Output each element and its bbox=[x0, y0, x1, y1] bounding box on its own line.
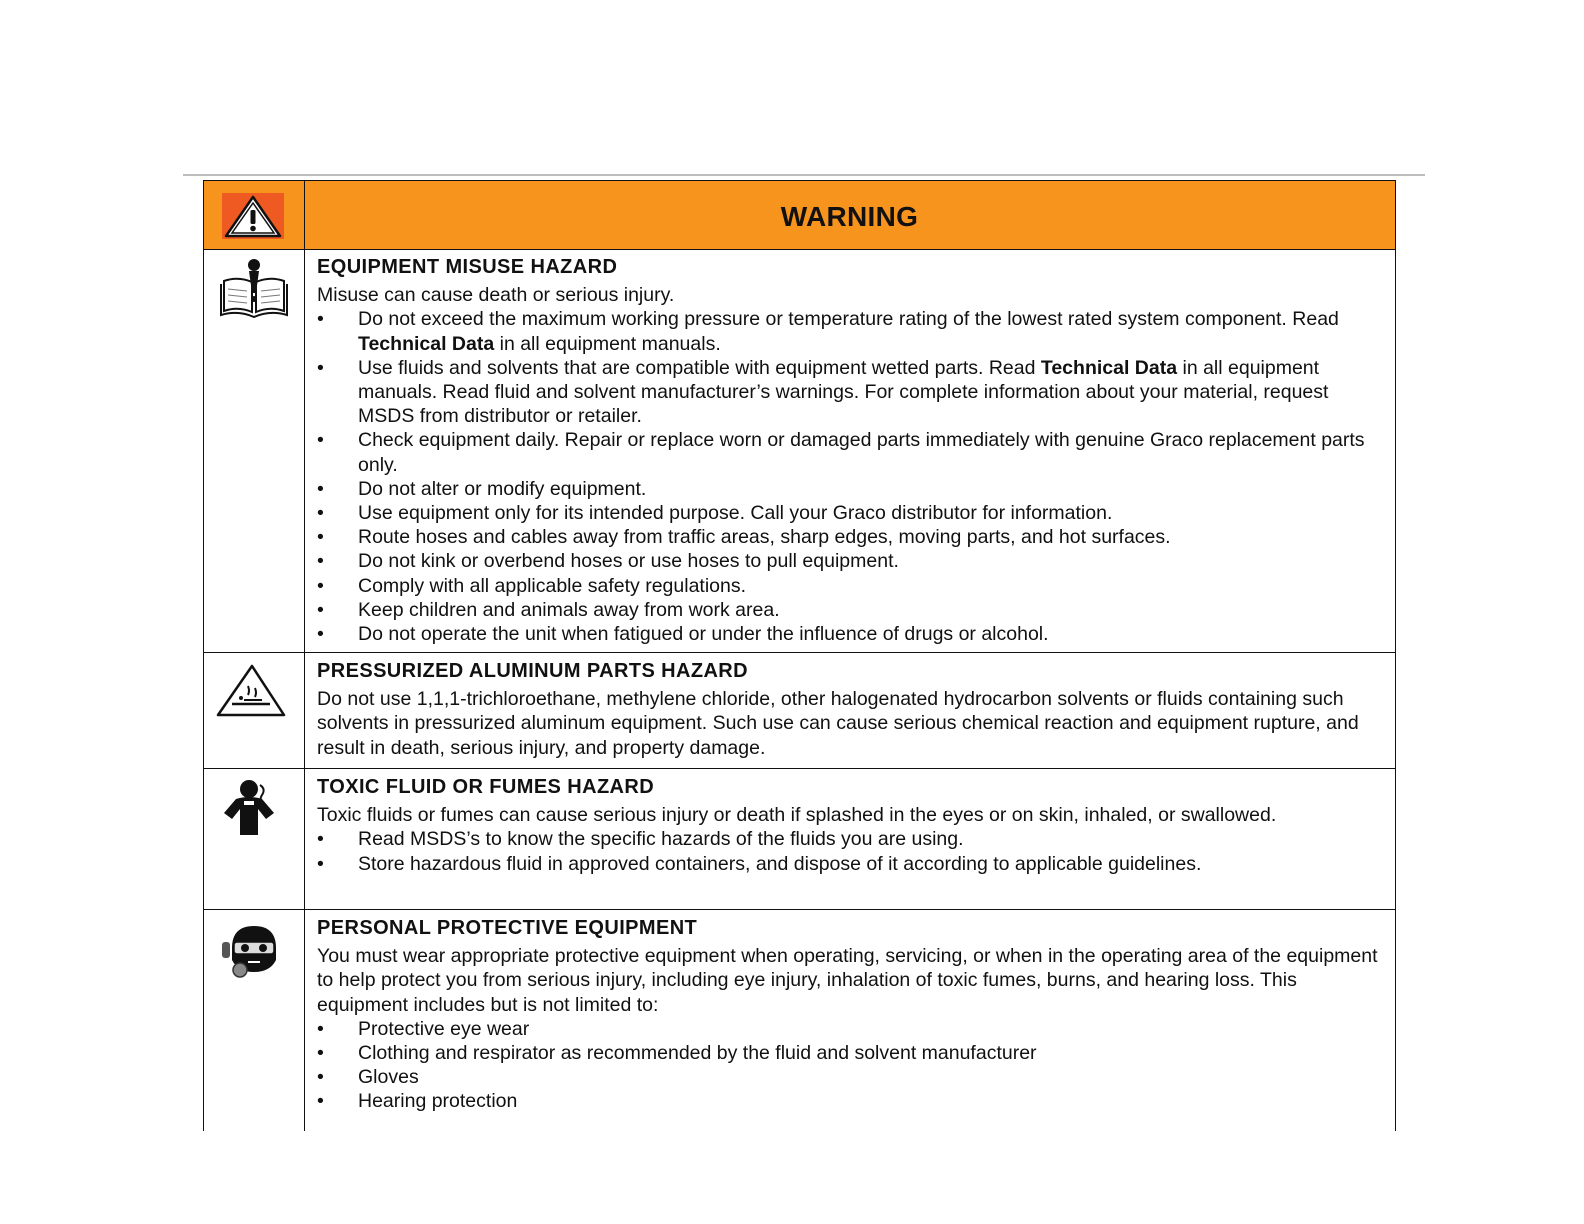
bullet-emphasis: Technical Data bbox=[358, 332, 495, 355]
bullet-text: in all equipment manuals. Read fluid and solvent manufacturer’s warnings. For complete information about your material, request MSDS from distributor or retailer. bbox=[358, 356, 1329, 428]
bullet-text: Hearing protection bbox=[358, 1090, 518, 1113]
bullet-list bbox=[317, 827, 1381, 875]
chemical-reaction-icon bbox=[214, 659, 290, 723]
hazard-body bbox=[317, 775, 1381, 876]
hazard-intro: Do not use 1,1,1-trichloroethane, methylene chloride, other halogenated hydrocarbon solvents or fluids containing such solvents in pressurized aluminum equipment. Such use can cause serious chemical reaction and equipment rupture, and result in death, serious injury, and property damage. bbox=[317, 688, 1359, 759]
bullet-item bbox=[317, 852, 1381, 876]
hazard-title: PRESSURIZED ALUMINUM PARTS HAZARD bbox=[317, 660, 748, 682]
bullet-text: Protective eye wear bbox=[358, 1017, 530, 1040]
bullet-emphasis: Technical Data bbox=[1040, 356, 1178, 379]
bullet-item bbox=[317, 477, 1381, 501]
read-manual-icon bbox=[216, 257, 292, 321]
hazard-toxic-fluid bbox=[204, 769, 1395, 910]
bullet-item bbox=[317, 525, 1381, 549]
bullet-text: Use equipment only for its intended purpose. Call your Graco distributor for information. bbox=[358, 502, 1113, 525]
bullet-item bbox=[317, 501, 1381, 525]
hazard-body bbox=[317, 255, 1381, 646]
hazard-intro: Toxic fluids or fumes can cause serious injury or death if splashed in the eyes or on skin, inhaled, or swallowed. bbox=[317, 804, 1277, 827]
bullet-text: Comply with all applicable safety regulations. bbox=[358, 574, 747, 597]
bullet-text: Gloves bbox=[358, 1066, 419, 1089]
protective-equipment-icon bbox=[218, 920, 294, 984]
bullet-text: Do not operate the unit when fatigued or under the influence of drugs or alcohol. bbox=[358, 623, 1049, 646]
bullet-item bbox=[317, 1041, 1381, 1065]
hazard-body bbox=[317, 916, 1381, 1114]
bullet-text: Do not kink or overbend hoses or use hoses to pull equipment. bbox=[358, 550, 899, 573]
toxic-fumes-icon bbox=[214, 777, 290, 841]
bullet-item bbox=[317, 1017, 1381, 1041]
hazard-body bbox=[317, 659, 1381, 760]
bullet-list bbox=[317, 1017, 1381, 1114]
hazard-equipment-misuse bbox=[204, 249, 1395, 653]
bullet-text: Read MSDS’s to know the specific hazards of the fluids you are using. bbox=[358, 828, 964, 851]
bullet-item bbox=[317, 356, 1381, 429]
hazard-intro: Misuse can cause death or serious injury. bbox=[317, 284, 675, 307]
warning-title: WARNING bbox=[780, 201, 919, 232]
bullet-item bbox=[317, 827, 1381, 851]
hazard-pressurized-aluminum bbox=[204, 653, 1395, 769]
bullet-item bbox=[317, 598, 1381, 622]
bullet-text: Store hazardous fluid in approved containers, and dispose of it according to applicable guidelines. bbox=[358, 852, 1202, 875]
warning-triangle-icon bbox=[222, 193, 284, 239]
bullet-text: Do not alter or modify equipment. bbox=[358, 477, 647, 500]
bullet-item bbox=[317, 307, 1381, 355]
bullet-item bbox=[317, 1089, 1381, 1113]
bullet-item bbox=[317, 428, 1381, 476]
bullet-text: Keep children and animals away from work area. bbox=[358, 598, 780, 621]
bullet-item bbox=[317, 1065, 1381, 1089]
bullet-text: Clothing and respirator as recommended by the fluid and solvent manufacturer bbox=[358, 1042, 1037, 1065]
warning-table bbox=[203, 180, 1396, 1131]
bullet-list bbox=[317, 307, 1381, 646]
bullet-text: Use fluids and solvents that are compatible with equipment wetted parts. Read bbox=[358, 356, 1041, 379]
hazard-title: EQUIPMENT MISUSE HAZARD bbox=[317, 256, 618, 278]
hazard-protective-equipment bbox=[204, 910, 1395, 1132]
hazard-title: TOXIC FLUID OR FUMES HAZARD bbox=[317, 776, 655, 798]
bullet-text: Route hoses and cables away from traffic areas, sharp edges, moving parts, and hot surfaces. bbox=[358, 526, 1171, 549]
warning-header bbox=[204, 181, 1395, 250]
hazard-intro: You must wear appropriate protective equipment when operating, servicing, or when in the operating area of the equipment to help protect you from serious injury, including eye injury, inhalation of toxic fumes, burns, and hearing loss. This equipment includes but is not limited to: bbox=[317, 945, 1378, 1016]
bullet-item bbox=[317, 574, 1381, 598]
bullet-text: Check equipment daily. Repair or replace worn or damaged parts immediately with genuine Graco replacement parts only. bbox=[358, 429, 1365, 476]
bullet-text: in all equipment manuals. bbox=[494, 332, 721, 355]
bullet-item bbox=[317, 622, 1381, 646]
top-rule bbox=[183, 174, 1425, 176]
bullet-item bbox=[317, 549, 1381, 573]
bullet-text: Do not exceed the maximum working pressure or temperature rating of the lowest rated system component. Read bbox=[358, 308, 1339, 331]
hazard-title: PERSONAL PROTECTIVE EQUIPMENT bbox=[317, 917, 698, 939]
